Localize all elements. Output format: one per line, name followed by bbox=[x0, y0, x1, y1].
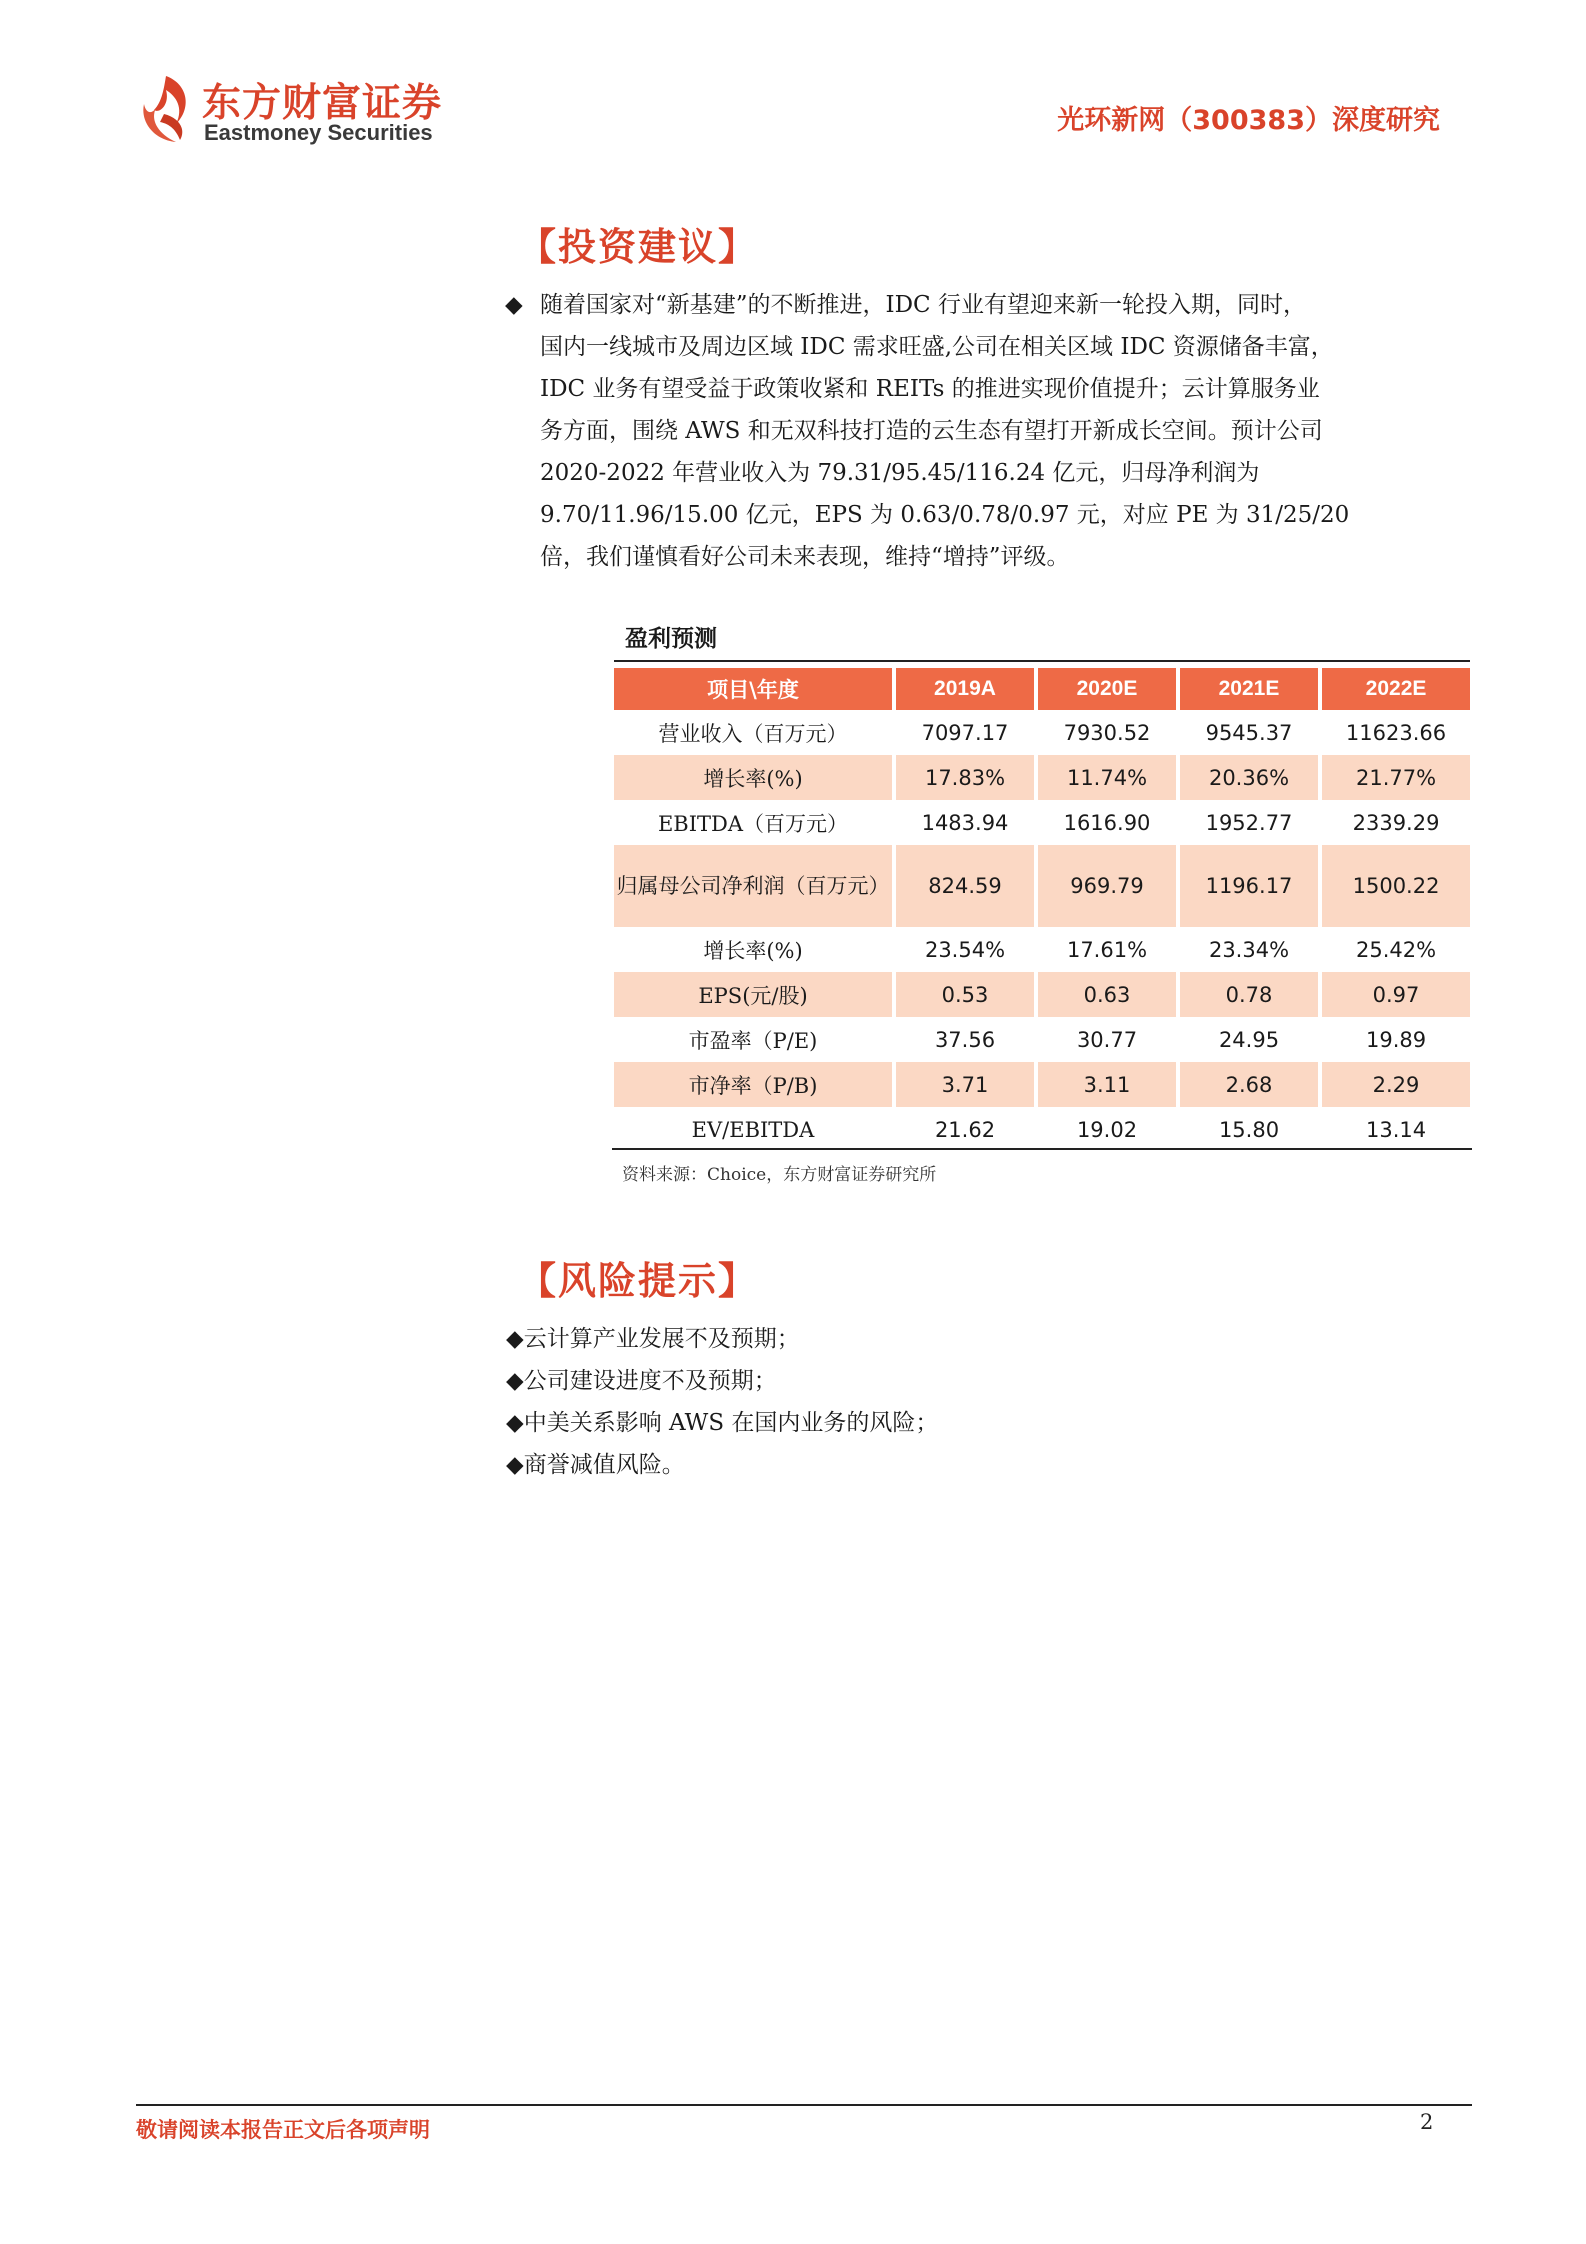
table-cell: 2339.29 bbox=[1320, 800, 1472, 845]
invest-line: 9.70/11.96/15.00 亿元，EPS 为 0.63/0.78/0.97 元，对应 PE 为 31/25/20 bbox=[540, 502, 1350, 528]
column-header: 2021E bbox=[1178, 668, 1320, 710]
forecast-table bbox=[612, 660, 1472, 1152]
table-cell: 0.97 bbox=[1320, 972, 1472, 1017]
eastmoney-flame-icon bbox=[136, 74, 198, 144]
row-label: EV/EBITDA bbox=[612, 1107, 894, 1152]
row-label: 市净率（P/B) bbox=[612, 1062, 894, 1107]
table-cell: 37.56 bbox=[894, 1017, 1036, 1062]
table-cell: 0.78 bbox=[1178, 972, 1320, 1017]
table-source-note: 资料来源：Choice，东方财富证券研究所 bbox=[622, 1165, 937, 1185]
row-label: 增长率(%) bbox=[612, 755, 894, 800]
logo-english-name: Eastmoney Securities bbox=[204, 120, 433, 145]
table-cell: 21.62 bbox=[894, 1107, 1036, 1152]
table-row bbox=[612, 845, 1472, 927]
table-cell: 24.95 bbox=[1178, 1017, 1320, 1062]
invest-line: 倍，我们谨慎看好公司未来表现，维持“增持”评级。 bbox=[540, 544, 1070, 570]
risk-item: ◆中美关系影响 AWS 在国内业务的风险； bbox=[506, 1410, 939, 1436]
forecast-table-title: 盈利预测 bbox=[625, 625, 717, 652]
risk-item: ◆云计算产业发展不及预期； bbox=[506, 1326, 800, 1352]
table-cell: 2.29 bbox=[1320, 1062, 1472, 1107]
table-cell: 1500.22 bbox=[1320, 845, 1472, 927]
table-cell: 19.89 bbox=[1320, 1017, 1472, 1062]
invest-line: IDC 业务有望受益于政策收紧和 REITs 的推进实现价值提升；云计算服务业 bbox=[540, 376, 1320, 402]
table-cell: 19.02 bbox=[1036, 1107, 1178, 1152]
table-row bbox=[612, 800, 1472, 845]
table-cell: 1616.90 bbox=[1036, 800, 1178, 845]
table-cell: 1952.77 bbox=[1178, 800, 1320, 845]
table-row bbox=[612, 1062, 1472, 1107]
table-cell: 0.53 bbox=[894, 972, 1036, 1017]
table-cell: 23.34% bbox=[1178, 927, 1320, 972]
risk-item: ◆商誉减值风险。 bbox=[506, 1452, 685, 1478]
column-header: 项目\年度 bbox=[612, 668, 894, 710]
row-label: 归属母公司净利润（百万元） bbox=[612, 845, 894, 927]
column-header: 2022E bbox=[1320, 668, 1472, 710]
table-cell: 11623.66 bbox=[1320, 710, 1472, 755]
table-cell: 30.77 bbox=[1036, 1017, 1178, 1062]
table-row bbox=[612, 972, 1472, 1017]
table-cell: 17.61% bbox=[1036, 927, 1178, 972]
column-header: 2019A bbox=[894, 668, 1036, 710]
table-cell: 20.36% bbox=[1178, 755, 1320, 800]
table-cell: 23.54% bbox=[894, 927, 1036, 972]
table-bottom-rule bbox=[612, 1148, 1472, 1150]
risk-list bbox=[506, 1320, 938, 1488]
table-cell: 15.80 bbox=[1178, 1107, 1320, 1152]
row-label: 营业收入（百万元） bbox=[612, 710, 894, 755]
table-row bbox=[612, 710, 1472, 755]
invest-line: 务方面，围绕 AWS 和无双科技打造的云生态有望打开新成长空间。预计公司 bbox=[540, 418, 1323, 444]
table-cell: 21.77% bbox=[1320, 755, 1472, 800]
table-cell: 969.79 bbox=[1036, 845, 1178, 927]
table-row bbox=[612, 1017, 1472, 1062]
risk-item: ◆公司建设进度不及预期； bbox=[506, 1368, 777, 1394]
table-header-row bbox=[612, 668, 1472, 710]
table-row bbox=[612, 755, 1472, 800]
table-cell: 17.83% bbox=[894, 755, 1036, 800]
table-cell: 7097.17 bbox=[894, 710, 1036, 755]
table-cell: 1196.17 bbox=[1178, 845, 1320, 927]
brand-logo bbox=[136, 70, 466, 150]
table-row bbox=[612, 927, 1472, 972]
row-label: EBITDA（百万元） bbox=[612, 800, 894, 845]
risk-section-title: 【风险提示】 bbox=[518, 1258, 759, 1303]
logo-chinese-name: 东方财富证券 bbox=[202, 81, 443, 126]
table-cell: 25.42% bbox=[1320, 927, 1472, 972]
report-title: 光环新网（300383）深度研究 bbox=[1057, 105, 1440, 136]
row-label: 市盈率（P/E) bbox=[612, 1017, 894, 1062]
table-cell: 13.14 bbox=[1320, 1107, 1472, 1152]
table-cell: 824.59 bbox=[894, 845, 1036, 927]
table-cell: 0.63 bbox=[1036, 972, 1178, 1017]
invest-section-title: 【投资建议】 bbox=[518, 224, 759, 269]
row-label: 增长率(%) bbox=[612, 927, 894, 972]
table-cell: 9545.37 bbox=[1178, 710, 1320, 755]
table-row bbox=[612, 1107, 1472, 1152]
table-cell: 3.71 bbox=[894, 1062, 1036, 1107]
row-label: EPS(元/股) bbox=[612, 972, 894, 1017]
column-header: 2020E bbox=[1036, 668, 1178, 710]
invest-line: 随着国家对“新基建”的不断推进，IDC 行业有望迎来新一轮投入期，同时， bbox=[540, 292, 1306, 318]
table-cell: 11.74% bbox=[1036, 755, 1178, 800]
table-cell: 1483.94 bbox=[894, 800, 1036, 845]
invest-line: 2020-2022 年营业收入为 79.31/95.45/116.24 亿元，归母净利润为 bbox=[540, 460, 1260, 486]
table-cell: 3.11 bbox=[1036, 1062, 1178, 1107]
diamond-bullet-icon: ◆ bbox=[505, 292, 523, 318]
footer-disclaimer: 敬请阅读本报告正文后各项声明 bbox=[136, 2118, 430, 2142]
table-cell: 7930.52 bbox=[1036, 710, 1178, 755]
footer-rule bbox=[136, 2104, 1472, 2106]
invest-line: 国内一线城市及周边区域 IDC 需求旺盛,公司在相关区域 IDC 资源储备丰富， bbox=[540, 334, 1334, 360]
table-cell: 2.68 bbox=[1178, 1062, 1320, 1107]
page-number: 2 bbox=[1420, 2110, 1434, 2134]
